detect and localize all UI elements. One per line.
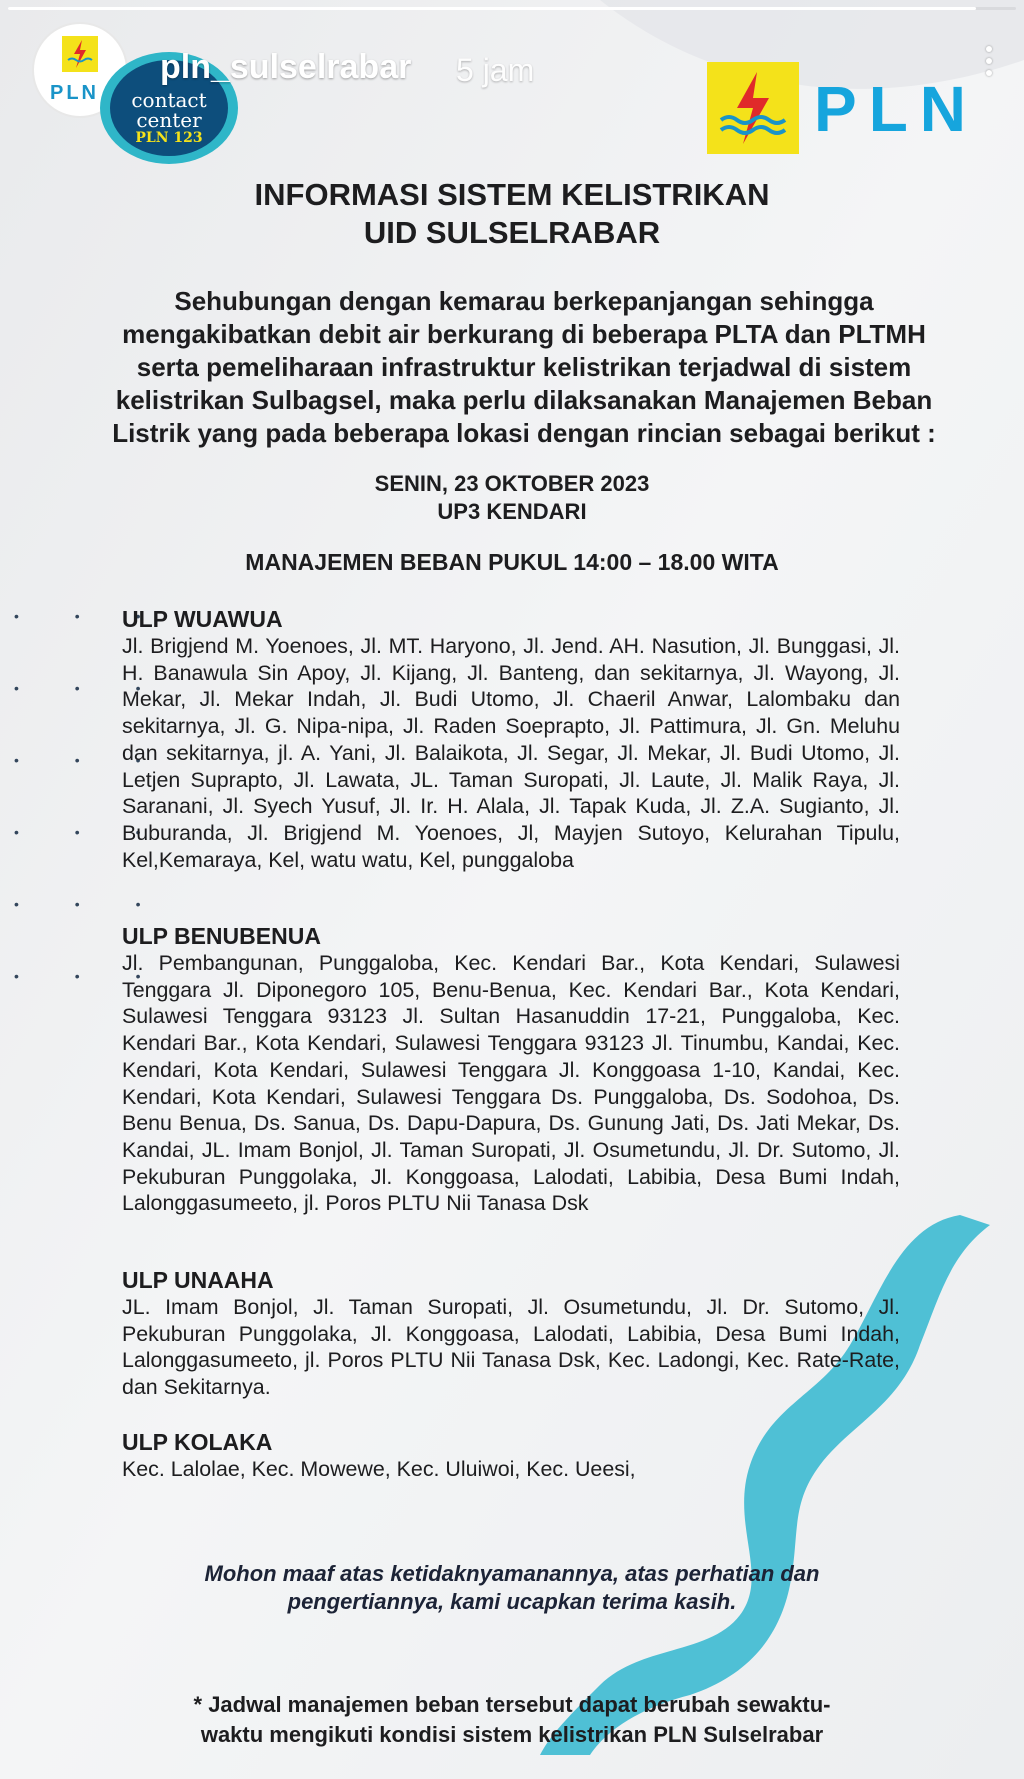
section-ulp-kolaka: [122, 1428, 900, 1483]
story-progress-fill: [8, 7, 976, 10]
section-body: Jl. Pembangunan, Punggaloba, Kec. Kendari Bar., Kota Kendari, Sulawesi Tenggara Jl. Diponegoro 105, Benu-Benua, Kec. Kendari Bar., Kota Kendari, Sulawesi Tenggara 93123 Jl. Sultan Hasanuddin 17-21, Punggaloba, Kec. Kendari Bar., Kota Kendari, Sulawesi Tenggara 93123 Jl. Tinumbu, Kandai, Kec. Kendari, Kota Kendari, Sulawesi Tenggara Jl. Konggoasa 1-10, Kandai, Kec. Kendari, Kota Kendari, Sulawesi Tenggara Ds. Punggaloba, Ds. Sodohoa, Ds. Benu Benua, Ds. Sanua, Ds. Dapu-Dapura, Ds. Gunung Jati, Ds. Jati Mekar, Ds. Kandai, JL. Imam Bonjol, Jl. Taman Suropati, Jl. Osumetundu, Jl. Dr. Sutomo, Jl. Pekuburan Punggolaka, Jl. Konggoasa, Lalodati, Labibia, Desa Bumi Indah, Lalonggasumeeto, jl. Poros PLTU Nii Tanasa Dsk: [122, 951, 900, 1216]
closing-line1: Mohon maaf atas ketidaknyamanannya, atas perhatian dan: [204, 1561, 820, 1586]
unit-text: UP3 KENDARI: [437, 499, 587, 524]
pln-brand-wordmark: PLN: [814, 73, 978, 145]
decorative-dots: • • •: [14, 608, 167, 624]
closing-line2: pengertiannya, kami ucapkan terima kasih.: [287, 1589, 737, 1614]
section-ulp-unaaha: [122, 1266, 900, 1401]
section-body: JL. Imam Bonjol, Jl. Taman Suropati, Jl. Osumetundu, Jl. Dr. Sutomo, Jl. Pekuburan Punggolaka, Jl. Konggoasa, Lalodati, Labibia, Desa Bumi Indah, Lalonggasumeeto, jl. Poros PLTU Nii Tanasa Dsk, Kec. Ladongi, Kec. Rate-Rate, dan Sekitarnya.: [122, 1295, 900, 1400]
more-options-icon[interactable]: [984, 46, 994, 86]
section-title: ULP BENUBENUA: [122, 923, 321, 949]
decorative-dots: • • •: [14, 824, 167, 840]
decorative-dots: • • •: [14, 896, 167, 912]
decorative-dots: • • •: [14, 752, 167, 768]
section-ulp-wuawua: [122, 605, 900, 873]
closing-message: [0, 1560, 1024, 1616]
intro-paragraph: Sehubungan dengan kemarau berkepanjangan sehingga mengakibatkan debit air berkurang di beberapa PLTA dan PLTMH serta pemeliharaan infrastruktur kelistrikan terjadwal di sistem kelistrikan Sulbagsel, maka perlu dilaksanakan Manajemen Beban Listrik yang pada beberapa lokasi dengan rincian sebagai berikut :: [112, 286, 936, 448]
title-line2: UID SULSELRABAR: [363, 215, 661, 250]
section-title: ULP UNAAHA: [122, 1267, 274, 1293]
title-line1: INFORMASI SISTEM KELISTRIKAN: [254, 177, 770, 212]
date-text: SENIN, 23 OKTOBER 2023: [374, 471, 650, 496]
pln-logo-icon: [62, 36, 98, 72]
story-time: 5 jam: [456, 52, 535, 88]
pln-brand-logo-icon: [707, 62, 799, 154]
contact-center-line3: PLN 123: [135, 130, 203, 146]
section-title: ULP WUAWUA: [122, 606, 283, 632]
footnote: [0, 1690, 1024, 1750]
section-body: Kec. Lalolae, Kec. Mowewe, Kec. Uluiwoi, Kec. Ueesi,: [122, 1457, 636, 1481]
story-progress-bar: [8, 7, 1016, 10]
page-title: [0, 176, 1024, 252]
avatar-label: PLN: [50, 82, 99, 104]
story-username[interactable]: pln_sulselrabar: [160, 48, 412, 86]
decorative-dots: • • •: [14, 680, 167, 696]
date-block: [0, 470, 1024, 526]
decorative-dots: • • •: [14, 968, 167, 984]
contact-center-line2: center: [136, 108, 202, 132]
footnote-line1: * Jadwal manajemen beban tersebut dapat berubah sewaktu-: [193, 1692, 831, 1717]
schedule-heading: MANAJEMEN BEBAN PUKUL 14:00 – 18.00 WITA: [245, 549, 779, 575]
section-ulp-benubenua: [122, 922, 900, 1217]
contact-center-line1: contact: [131, 88, 207, 112]
footnote-line2: waktu mengikuti kondisi sistem kelistrikan PLN Sulselrabar: [200, 1722, 824, 1747]
section-body: Jl. Brigjend M. Yoenoes, Jl. MT. Haryono, Jl. Jend. AH. Nasution, Jl. Bunggasi, Jl. H. Banawula Sin Apoy, Jl. Kijang, Jl. Banteng, dan sekitarnya, Jl. Wayong, Jl. Mekar, Jl. Mekar Indah, Jl. Budi Utomo, Jl. Chaeril Anwar, Lalombaku dan sekitarnya, Jl. G. Nipa-nipa, Jl. Raden Soeprapto, Jl. Pattimura, Jl. Gn. Meluhu dan sekitarnya, jl. A. Yani, Jl. Balaikota, Jl. Segar, Jl. Mekar, Jl. Budi Utomo, Jl. Letjen Suprapto, Jl. Lawata, JL. Taman Suropati, Jl. Laute, Jl. Malik Raya, Jl. Saranani, Jl. Syech Yusuf, Jl. Ir. H. Alala, Jl. Tapak Kuda, Jl. Z.A. Sugianto, Jl. Buburanda, Jl. Brigjend M. Yoenoes, Jl, Mayjen Sutoyo, Kelurahan Tipulu, Kel,Kemaraya, Kel, watu watu, Kel, punggaloba: [122, 634, 900, 872]
section-title: ULP KOLAKA: [122, 1429, 273, 1455]
